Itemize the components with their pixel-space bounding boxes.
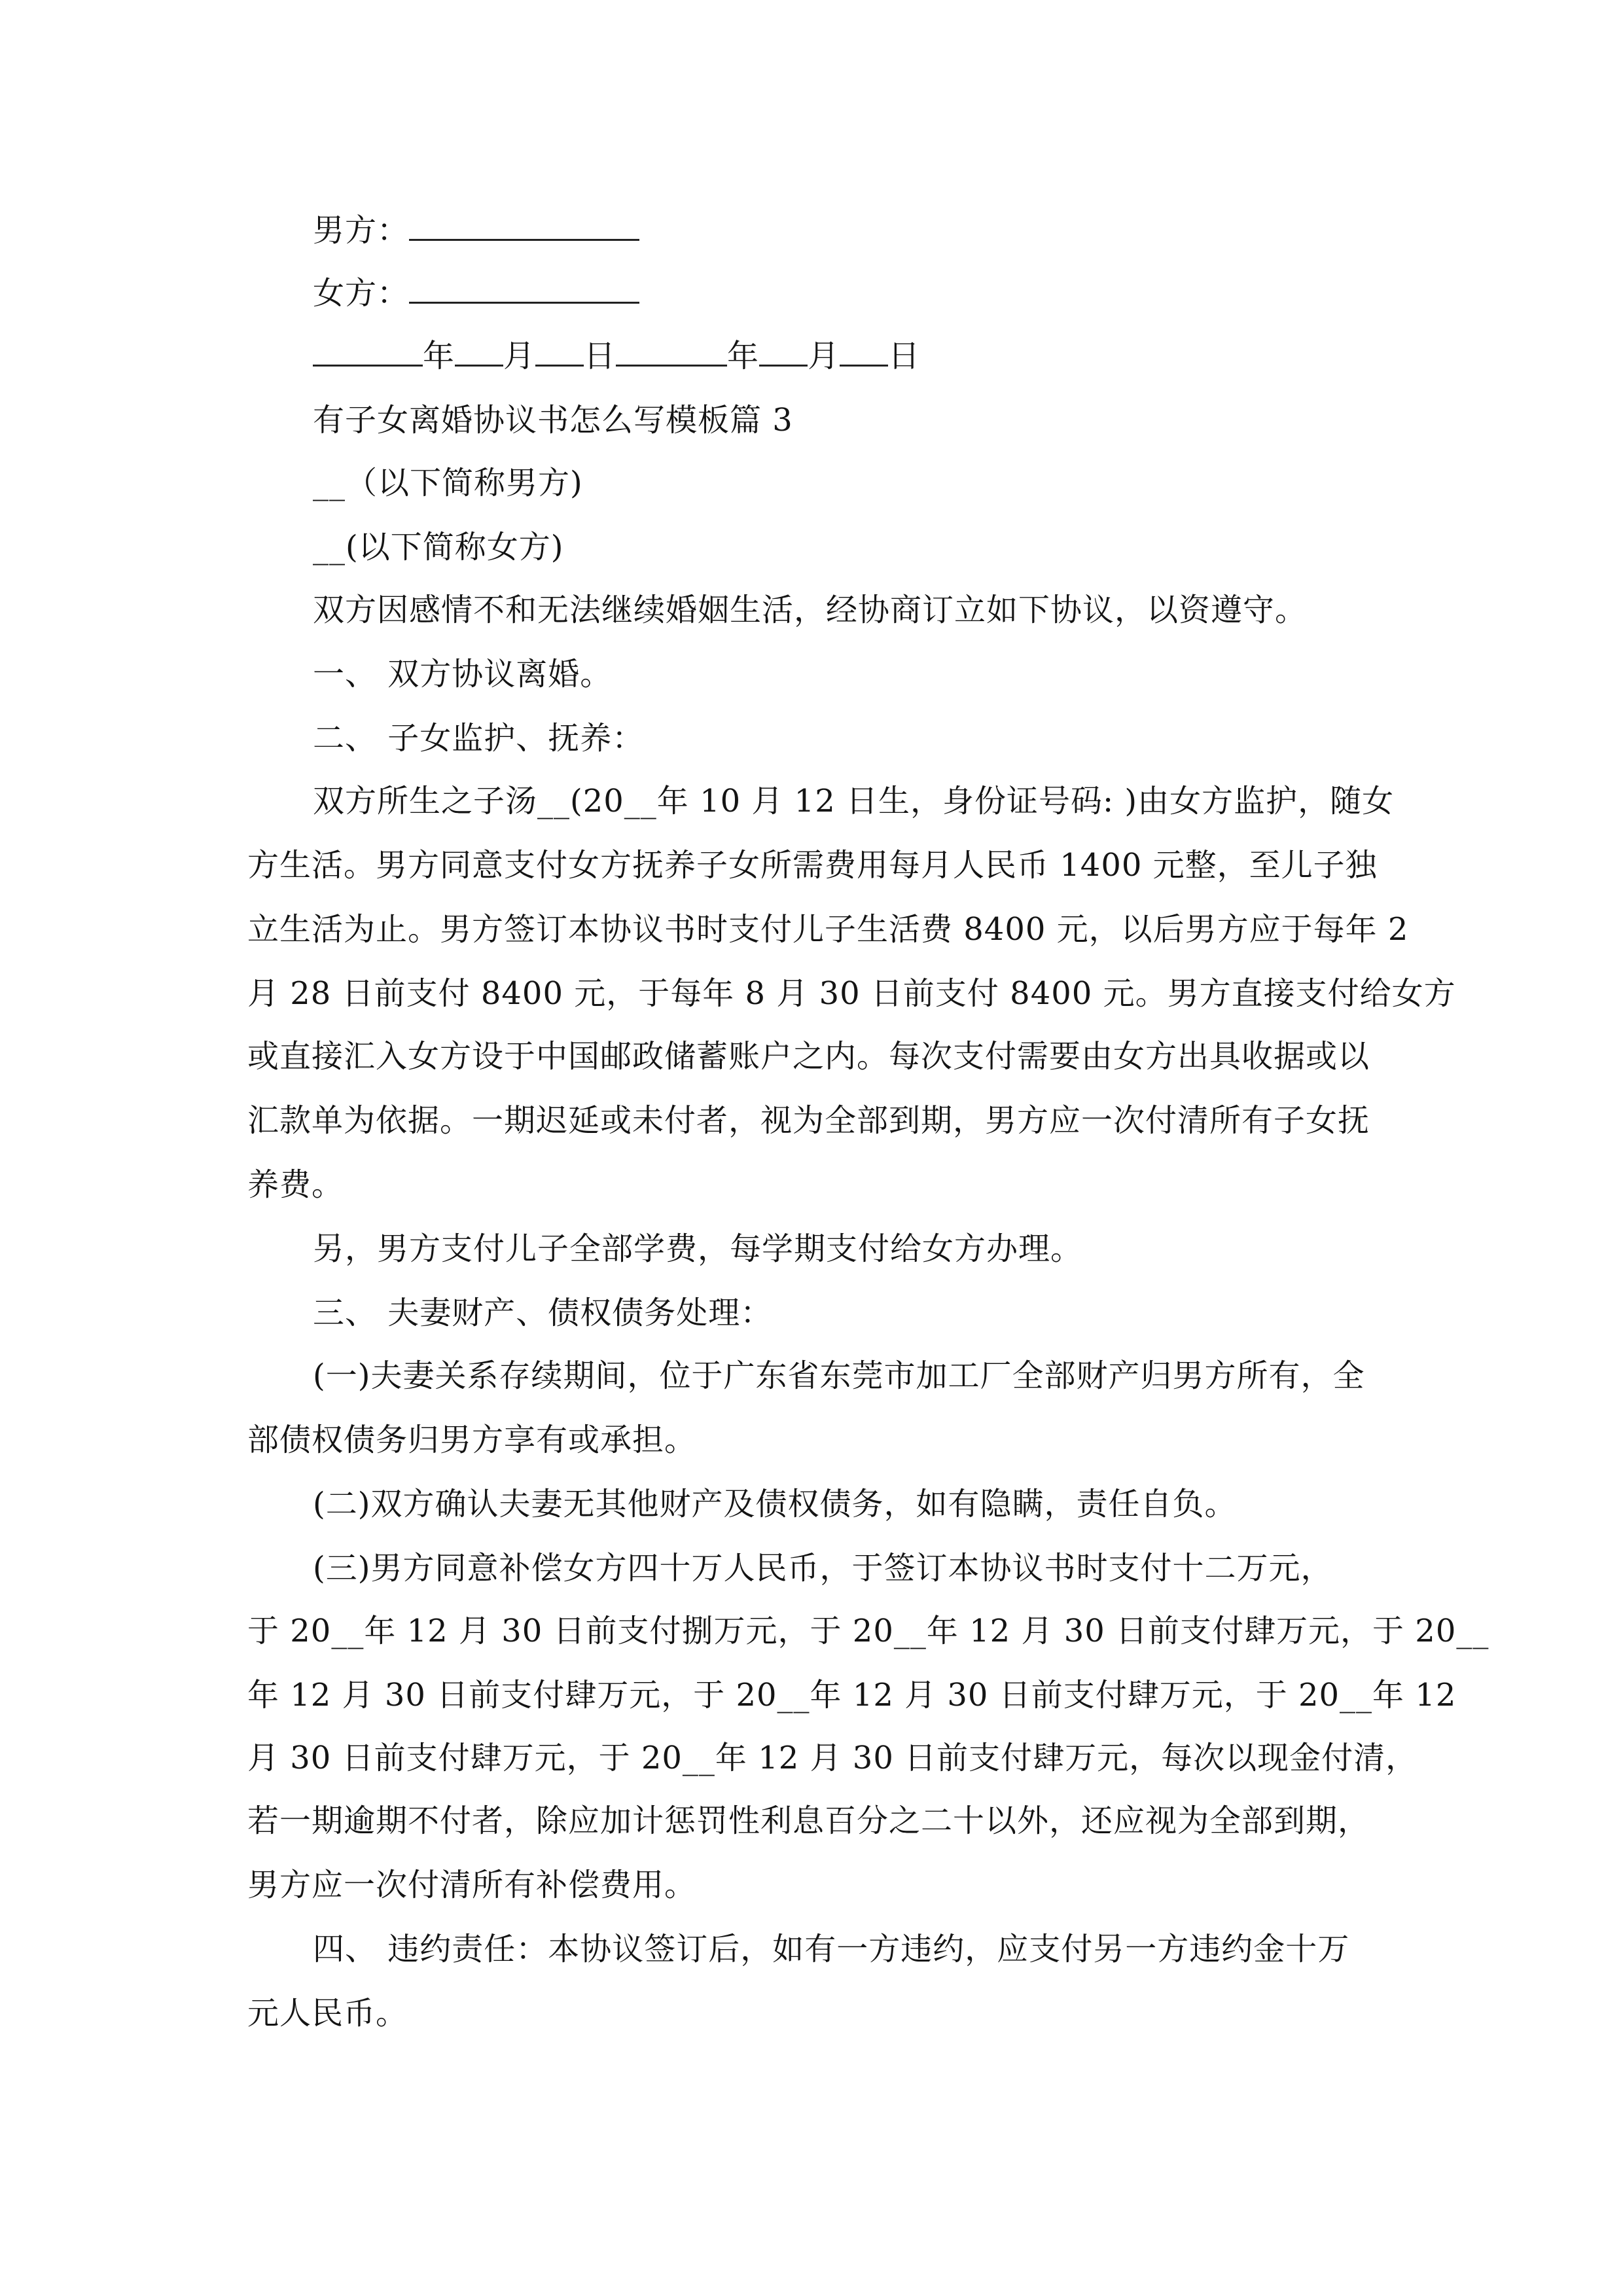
female-signature-line bbox=[313, 274, 639, 313]
clause-2-title: 二、 子女监护、抚养： bbox=[313, 720, 645, 757]
year-blank-2 bbox=[616, 338, 727, 367]
day-blank-1 bbox=[535, 338, 584, 367]
party-male: __（以下简称男方) bbox=[313, 465, 583, 501]
clause-2-line: 或直接汇入女方设于中国邮政储蓄账户之内。每次支付需要由女方出具收据或以 bbox=[247, 1038, 1370, 1075]
clause-2-line: 养费。 bbox=[247, 1166, 344, 1203]
day-label-2: 日 bbox=[888, 338, 921, 374]
clause-3-1-line: 部债权债务归男方享有或承担。 bbox=[247, 1422, 697, 1458]
clause-3-3-line: 若一期逾期不付者，除应加计惩罚性利息百分之二十以外，还应视为全部到期， bbox=[247, 1803, 1370, 1839]
male-signature-blank bbox=[409, 213, 639, 241]
clause-3-2: (二)双方确认夫妻无其他财产及债权债务，如有隐瞒，责任自负。 bbox=[313, 1486, 1237, 1522]
month-label-1: 月 bbox=[503, 338, 536, 374]
clause-2-line: 立生活为止。男方签订本协议书时支付儿子生活费 8400 元，以后男方应于每年 2 bbox=[247, 911, 1409, 948]
clause-2-extra: 另，男方支付儿子全部学费，每学期支付给女方办理。 bbox=[313, 1230, 1083, 1267]
clause-3-3-line: (三)男方同意补偿女方四十万人民币，于签订本协议书时支付十二万元， bbox=[313, 1550, 1333, 1587]
female-signature-blank bbox=[409, 276, 639, 304]
party-female: __(以下简称女方) bbox=[313, 529, 564, 565]
year-label-1: 年 bbox=[423, 338, 455, 374]
section-title: 有子女离婚协议书怎么写模板篇 3 bbox=[313, 402, 793, 439]
clause-2-line: 汇款单为依据。一期迟延或未付者，视为全部到期，男方应一次付清所有子女抚 bbox=[247, 1102, 1370, 1139]
year-blank-1 bbox=[313, 338, 423, 367]
clause-2-line: 双方所生之子汤__(20__年 10 月 12 日生，身份证号码: )由女方监护，随女 bbox=[313, 783, 1395, 819]
intro-paragraph: 双方因感情不和无法继续婚姻生活，经协商订立如下协议，以资遵守。 bbox=[313, 592, 1308, 628]
female-label: 女方： bbox=[313, 275, 410, 312]
day-blank-2 bbox=[840, 338, 888, 367]
day-label-1: 日 bbox=[584, 338, 616, 374]
clause-2-line: 方生活。男方同意支付女方抚养子女所需费用每月人民币 1400 元整，至儿子独 bbox=[247, 847, 1378, 884]
month-blank-1 bbox=[455, 338, 503, 367]
clause-3-title: 三、 夫妻财产、债权债务处理： bbox=[313, 1295, 773, 1331]
clause-3-3-line: 年 12 月 30 日前支付肆万元，于 20__年 12 月 30 日前支付肆万元，于 20__年 12 bbox=[247, 1677, 1457, 1713]
clause-4-line: 四、 违约责任：本协议签订后，如有一方违约，应支付另一方违约金十万 bbox=[313, 1931, 1350, 1967]
month-label-2: 月 bbox=[808, 338, 840, 374]
clause-2-line: 月 28 日前支付 8400 元，于每年 8 月 30 日前支付 8400 元。男方直接支付给女方 bbox=[247, 975, 1456, 1012]
clause-3-3-line: 于 20__年 12 月 30 日前支付捌万元，于 20__年 12 月 30 日前支付肆万元，于 20__ bbox=[247, 1613, 1489, 1649]
date-line bbox=[313, 336, 920, 376]
clause-3-3-line: 男方应一次付清所有补偿费用。 bbox=[247, 1867, 697, 1903]
year-label-2: 年 bbox=[727, 338, 760, 374]
clause-3-1-line: (一)夫妻关系存续期间，位于广东省东莞市加工厂全部财产归男方所有，全 bbox=[313, 1357, 1365, 1394]
month-blank-2 bbox=[759, 338, 808, 367]
clause-4-line: 元人民币。 bbox=[247, 1995, 408, 2032]
male-label: 男方： bbox=[313, 212, 410, 249]
male-signature-line bbox=[313, 211, 639, 250]
clause-1: 一、 双方协议离婚。 bbox=[313, 656, 613, 692]
clause-3-3-line: 月 30 日前支付肆万元，于 20__年 12 月 30 日前支付肆万元，每次以现金付清， bbox=[247, 1740, 1418, 1776]
